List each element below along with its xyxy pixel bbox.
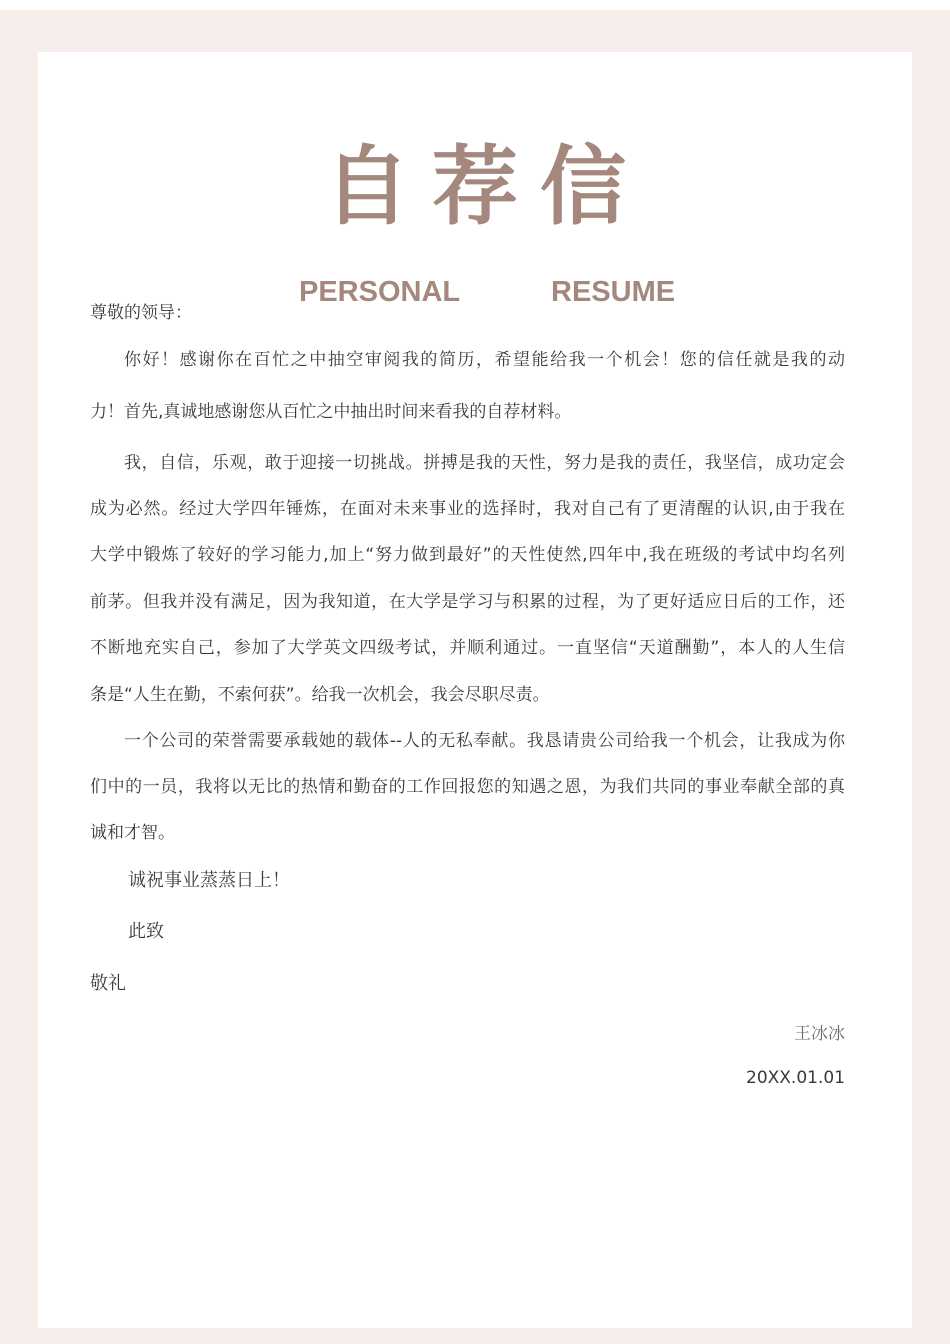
letter-date: 20XX.01.01 bbox=[746, 1068, 845, 1088]
paragraph-3-line-2: 们中的一员，我将以无比的热情和勤奋的工作回报您的知遇之恩，为我们共同的事业奉献全部的真 bbox=[90, 777, 845, 797]
top-strip bbox=[0, 0, 950, 10]
salutation: 尊敬的领导： bbox=[90, 303, 192, 323]
subtitle-personal: PERSONAL bbox=[299, 276, 461, 308]
signature-name: 王冰冰 bbox=[794, 1024, 845, 1044]
subtitle-resume: RESUME bbox=[551, 276, 676, 308]
closing-cizhi: 此致 bbox=[128, 921, 164, 942]
closing-jingli: 敬礼 bbox=[90, 973, 126, 994]
paragraph-2-line-4: 前茅。但我并没有满足，因为我知道，在大学是学习与积累的过程，为了更好适应日后的工作，还 bbox=[90, 592, 845, 612]
paragraph-2-line-2: 成为必然。经过大学四年锤炼，在面对未来事业的选择时，我对自己有了更清醒的认识,由于我在 bbox=[90, 499, 845, 519]
page-title: 自荐信 bbox=[324, 137, 648, 237]
paragraph-2-line-1: 我，自信，乐观，敢于迎接一切挑战。拼搏是我的天性，努力是我的责任，我坚信，成功定会 bbox=[124, 453, 845, 473]
paragraph-2-line-5: 不断地充实自己，参加了大学英文四级考试，并顺利通过。一直坚信“天道酬勤”，本人的人生信 bbox=[90, 638, 845, 658]
paragraph-3-line-1: 一个公司的荣誉需要承载她的载体--人的无私奉献。我恳请贵公司给我一个机会，让我成为你 bbox=[124, 731, 845, 751]
paragraph-1-line-2: 力！首先,真诚地感谢您从百忙之中抽出时间来看我的自荐材料。 bbox=[90, 402, 572, 422]
paragraph-2-line-3: 大学中锻炼了较好的学习能力,加上“努力做到最好”的天性使然,四年中,我在班级的考试中均名列 bbox=[90, 545, 845, 565]
paragraph-3-line-3: 诚和才智。 bbox=[90, 823, 175, 843]
paragraph-2-line-6: 条是“人生在勤，不索何获”。给我一次机会，我会尽职尽责。 bbox=[90, 685, 550, 705]
wish-line: 诚祝事业蒸蒸日上！ bbox=[128, 870, 290, 891]
paragraph-1-line-1: 你好！感谢你在百忙之中抽空审阅我的简历，希望能给我一个机会！您的信任就是我的动 bbox=[124, 350, 845, 370]
